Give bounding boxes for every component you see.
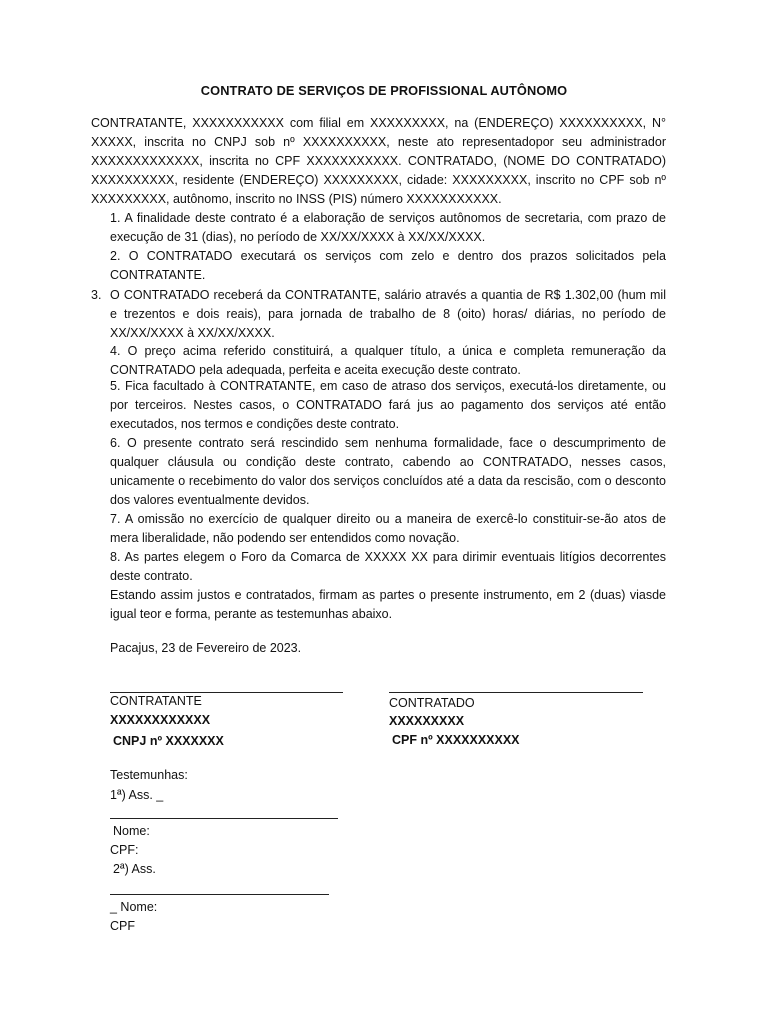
- witness-2-name: _ Nome:: [110, 900, 158, 914]
- clause-5: 5. Fica facultado à CONTRATANTE, em caso de atraso dos serviços, executá-los diretamente, ou por terceiros. Nestes casos, o CONTRATADO fará jus ao pagamento dos serviços até então executados, nos termos e condições deste contrato.: [110, 379, 666, 431]
- witness-2-signature: 2ª) Ass.: [113, 862, 156, 876]
- clause-1: 1. A finalidade deste contrato é a elaboração de serviços autônomos de secretaria, com prazo de execução de 31 (dias), no período de XX/XX/XXXX à XX/XX/XXXX.: [110, 211, 666, 244]
- witness-1-name: Nome:: [113, 824, 150, 838]
- witness-1-signature: 1ª) Ass. _: [110, 788, 164, 802]
- contratante-name: XXXXXXXXXXXX: [110, 713, 211, 727]
- clause-6: 6. O presente contrato será rescindido sem nenhuma formalidade, face o descumprimento de qualquer cláusula ou condição deste contrato, cabendo ao CONTRATADO, nesses casos, unicamente o recebimento do valor dos serviços concluídos até a data da rescisão, com o desconto dos valores eventualmente devidos.: [110, 436, 666, 507]
- contratante-signature-line: [110, 692, 343, 693]
- witness-2-signature-line: [110, 894, 329, 895]
- witness-1-cpf: CPF:: [110, 843, 139, 857]
- witness-2-cpf: CPF: [110, 919, 135, 933]
- clause-8: 8. As partes elegem o Foro da Comarca de XXXXX XX para dirimir eventuais litígios decorrentes deste contrato.: [110, 550, 666, 583]
- witnesses-label: Testemunhas:: [110, 768, 188, 782]
- clause-3: O CONTRATADO receberá da CONTRATANTE, salário através a quantia de R$ 1.302,00 (hum mil e trezentos e dois reais), para jornada de trabalho de 8 (oito) horas/ diárias, no período de XX/XX/XXXX à XX/XX/XXXX.: [110, 288, 666, 340]
- contratado-label: CONTRATADO: [389, 696, 475, 710]
- document-title: CONTRATO DE SERVIÇOS DE PROFISSIONAL AUTÔNOMO: [200, 83, 568, 98]
- witness-1-signature-line: [110, 818, 338, 819]
- clause-7: 7. A omissão no exercício de qualquer direito ou a maneira de exercê-lo constituir-se-ão atos de mera liberalidade, não podendo ser entendidos como novação.: [110, 512, 666, 545]
- contratado-name: XXXXXXXXX: [389, 714, 465, 728]
- contratado-cpf: CPF nº XXXXXXXXXX: [392, 733, 520, 747]
- closing-paragraph: Estando assim justos e contratados, firmam as partes o presente instrumento, em 2 (duas) viasde igual teor e forma, perante as testemunhas abaixo.: [110, 588, 666, 621]
- clause-4: 4. O preço acima referido constituirá, a qualquer título, a única e completa remuneração da CONTRATADO pela adequada, perfeita e aceita execução deste contrato.: [110, 344, 666, 377]
- contratante-label: CONTRATANTE: [110, 694, 202, 708]
- clause-2: 2. O CONTRATADO executará os serviços com zelo e dentro dos prazos solicitados pela CONTRATANTE.: [110, 249, 666, 282]
- clause-3-number: 3.: [91, 288, 102, 302]
- contratado-signature-line: [389, 692, 643, 693]
- date-line: Pacajus, 23 de Fevereiro de 2023.: [110, 641, 302, 655]
- contratante-cnpj: CNPJ nº XXXXXXX: [113, 734, 224, 748]
- intro-paragraph: CONTRATANTE, XXXXXXXXXXX com filial em XXXXXXXXX, na (ENDEREÇO) XXXXXXXXXX, N° XXXXX, inscrita no CNPJ sob nº XXXXXXXXXX, neste ato representadopor seu administrador XXXXXXXXXXXXX, inscrita no CPF XXXXXXXXXXX. CONTRATADO, (NOME DO CONTRATADO) XXXXXXXXXX, residente (ENDEREÇO) XXXXXXXXX, cidade: XXXXXXXXX, inscrito no CPF sob nº XXXXXXXXX, autônomo, inscrito no INSS (PIS) número XXXXXXXXXXX.: [91, 116, 666, 206]
